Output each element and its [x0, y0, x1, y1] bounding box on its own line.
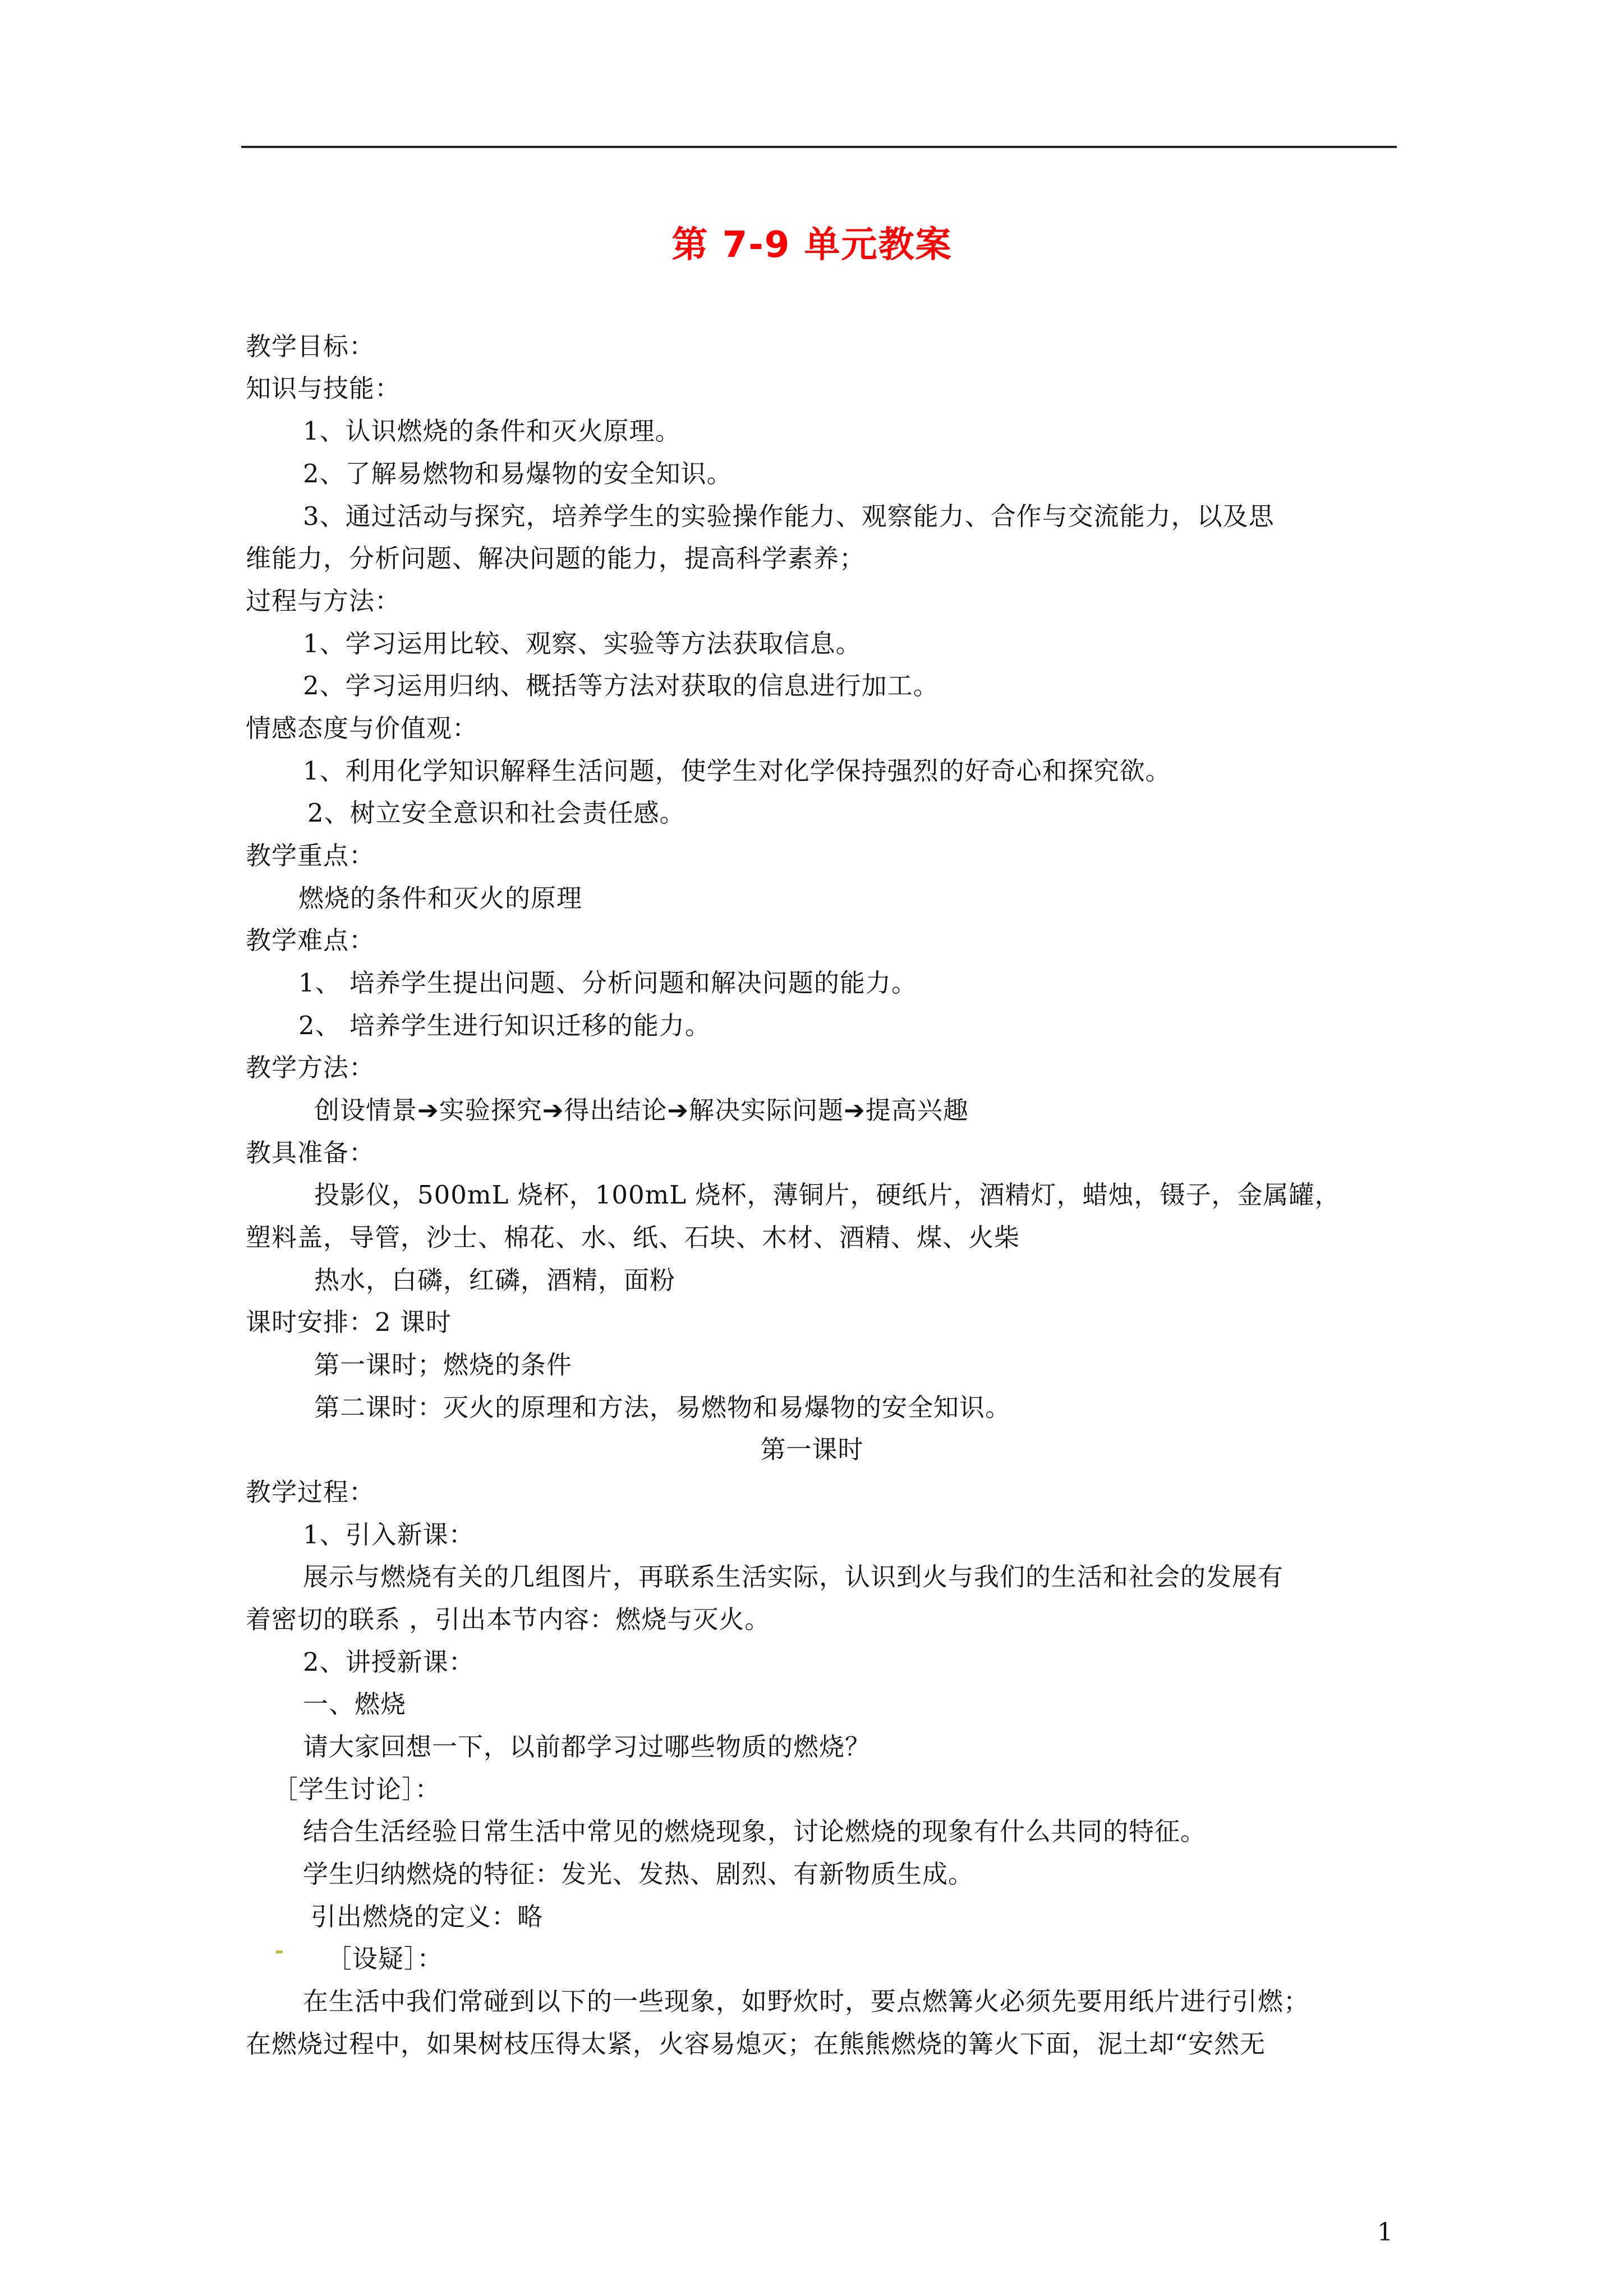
text-line: 过程与方法：: [246, 586, 401, 616]
text-line: 3、通过活动与探究，培养学生的实验操作能力、观察能力、合作与交流能力，以及思: [303, 501, 1275, 531]
text-line: 2、树立安全意识和社会责任感。: [307, 798, 686, 828]
text-line: 2、 培养学生进行知识迁移的能力。: [298, 1011, 711, 1040]
text-line: 第二课时：灭火的原理和方法，易燃物和易爆物的安全知识。: [314, 1393, 1011, 1422]
text-line: 展示与燃烧有关的几组图片，再联系生活实际，认识到火与我们的生活和社会的发展有: [303, 1562, 1284, 1592]
section-heading: 第一课时: [760, 1435, 864, 1464]
text-line: 2、讲授新课：: [303, 1647, 475, 1677]
text-line: 课时安排：2 课时: [246, 1307, 452, 1337]
header-rule: [241, 146, 1397, 148]
text-line: ［设疑］：: [326, 1944, 443, 1974]
text-line: 在生活中我们常碰到以下的一些现象，如野炊时，要点燃篝火必须先要用纸片进行引燃；: [303, 1986, 1310, 2016]
text-line: 1、学习运用比较、观察、实验等方法获取信息。: [303, 629, 862, 658]
text-line: 2、学习运用归纳、概括等方法对获取的信息进行加工。: [303, 671, 939, 700]
text-line: 结合生活经验日常生活中常见的燃烧现象，讨论燃烧的现象有什么共同的特征。: [303, 1816, 1207, 1846]
text-line: 着密切的联系 ，引出本节内容：燃烧与灭火。: [246, 1605, 771, 1634]
text-line: 投影仪，500mL 烧杯，100mL 烧杯，薄铜片，硬纸片，酒精灯，蜡烛，镊子，金属罐，: [314, 1180, 1341, 1210]
text-line: ［学生讨论］：: [273, 1774, 441, 1804]
text-line: 1、利用化学知识解释生活问题，使学生对化学保持强烈的好奇心和探究欲。: [303, 756, 1171, 786]
text-line: 第一课时；燃烧的条件: [314, 1350, 573, 1380]
text-line: 教学方法：: [246, 1053, 375, 1082]
text-line: 引出燃烧的定义：略: [311, 1902, 544, 1931]
text-line: 热水，白磷，红磷，酒精，面粉: [314, 1265, 676, 1295]
text-line: 情感态度与价值观：: [246, 713, 479, 743]
text-line: 教具准备：: [246, 1138, 375, 1168]
text-line: 教学重点：: [246, 841, 375, 870]
text-line: 创设情景➔实验探究➔得出结论➔解决实际问题➔提高兴趣: [314, 1095, 969, 1125]
text-line: 塑料盖，导管，沙士、棉花、水、纸、石块、木材、酒精、煤、火柴: [246, 1223, 1020, 1252]
text-line: 1、引入新课：: [303, 1520, 475, 1550]
scan-mark: [276, 1951, 283, 1953]
text-line: 请大家回想一下，以前都学习过哪些物质的燃烧？: [303, 1732, 871, 1762]
text-line: 1、认识燃烧的条件和灭火原理。: [303, 416, 681, 446]
text-line: 燃烧的条件和灭火的原理: [298, 883, 583, 913]
text-line: 教学目标：: [246, 331, 375, 361]
text-line: 教学难点：: [246, 925, 375, 955]
page-number: 1: [1377, 2218, 1393, 2247]
text-line: 维能力，分析问题、解决问题的能力，提高科学素养；: [246, 543, 866, 573]
text-line: 在燃烧过程中，如果树枝压得太紧，火容易熄灭；在熊熊燃烧的篝火下面，泥土却“安然无: [246, 2029, 1266, 2059]
text-line: 教学过程：: [246, 1477, 375, 1507]
text-line: 学生归纳燃烧的特征：发光、发热、剧烈、有新物质生成。: [303, 1859, 974, 1889]
text-line: 一、燃烧: [303, 1689, 407, 1719]
text-line: 1、 培养学生提出问题、分析问题和解决问题的能力。: [298, 968, 917, 998]
text-line: 知识与技能：: [246, 374, 401, 403]
document-title: 第 7-9 单元教案: [671, 224, 953, 266]
text-line: 2、了解易燃物和易爆物的安全知识。: [303, 459, 733, 488]
